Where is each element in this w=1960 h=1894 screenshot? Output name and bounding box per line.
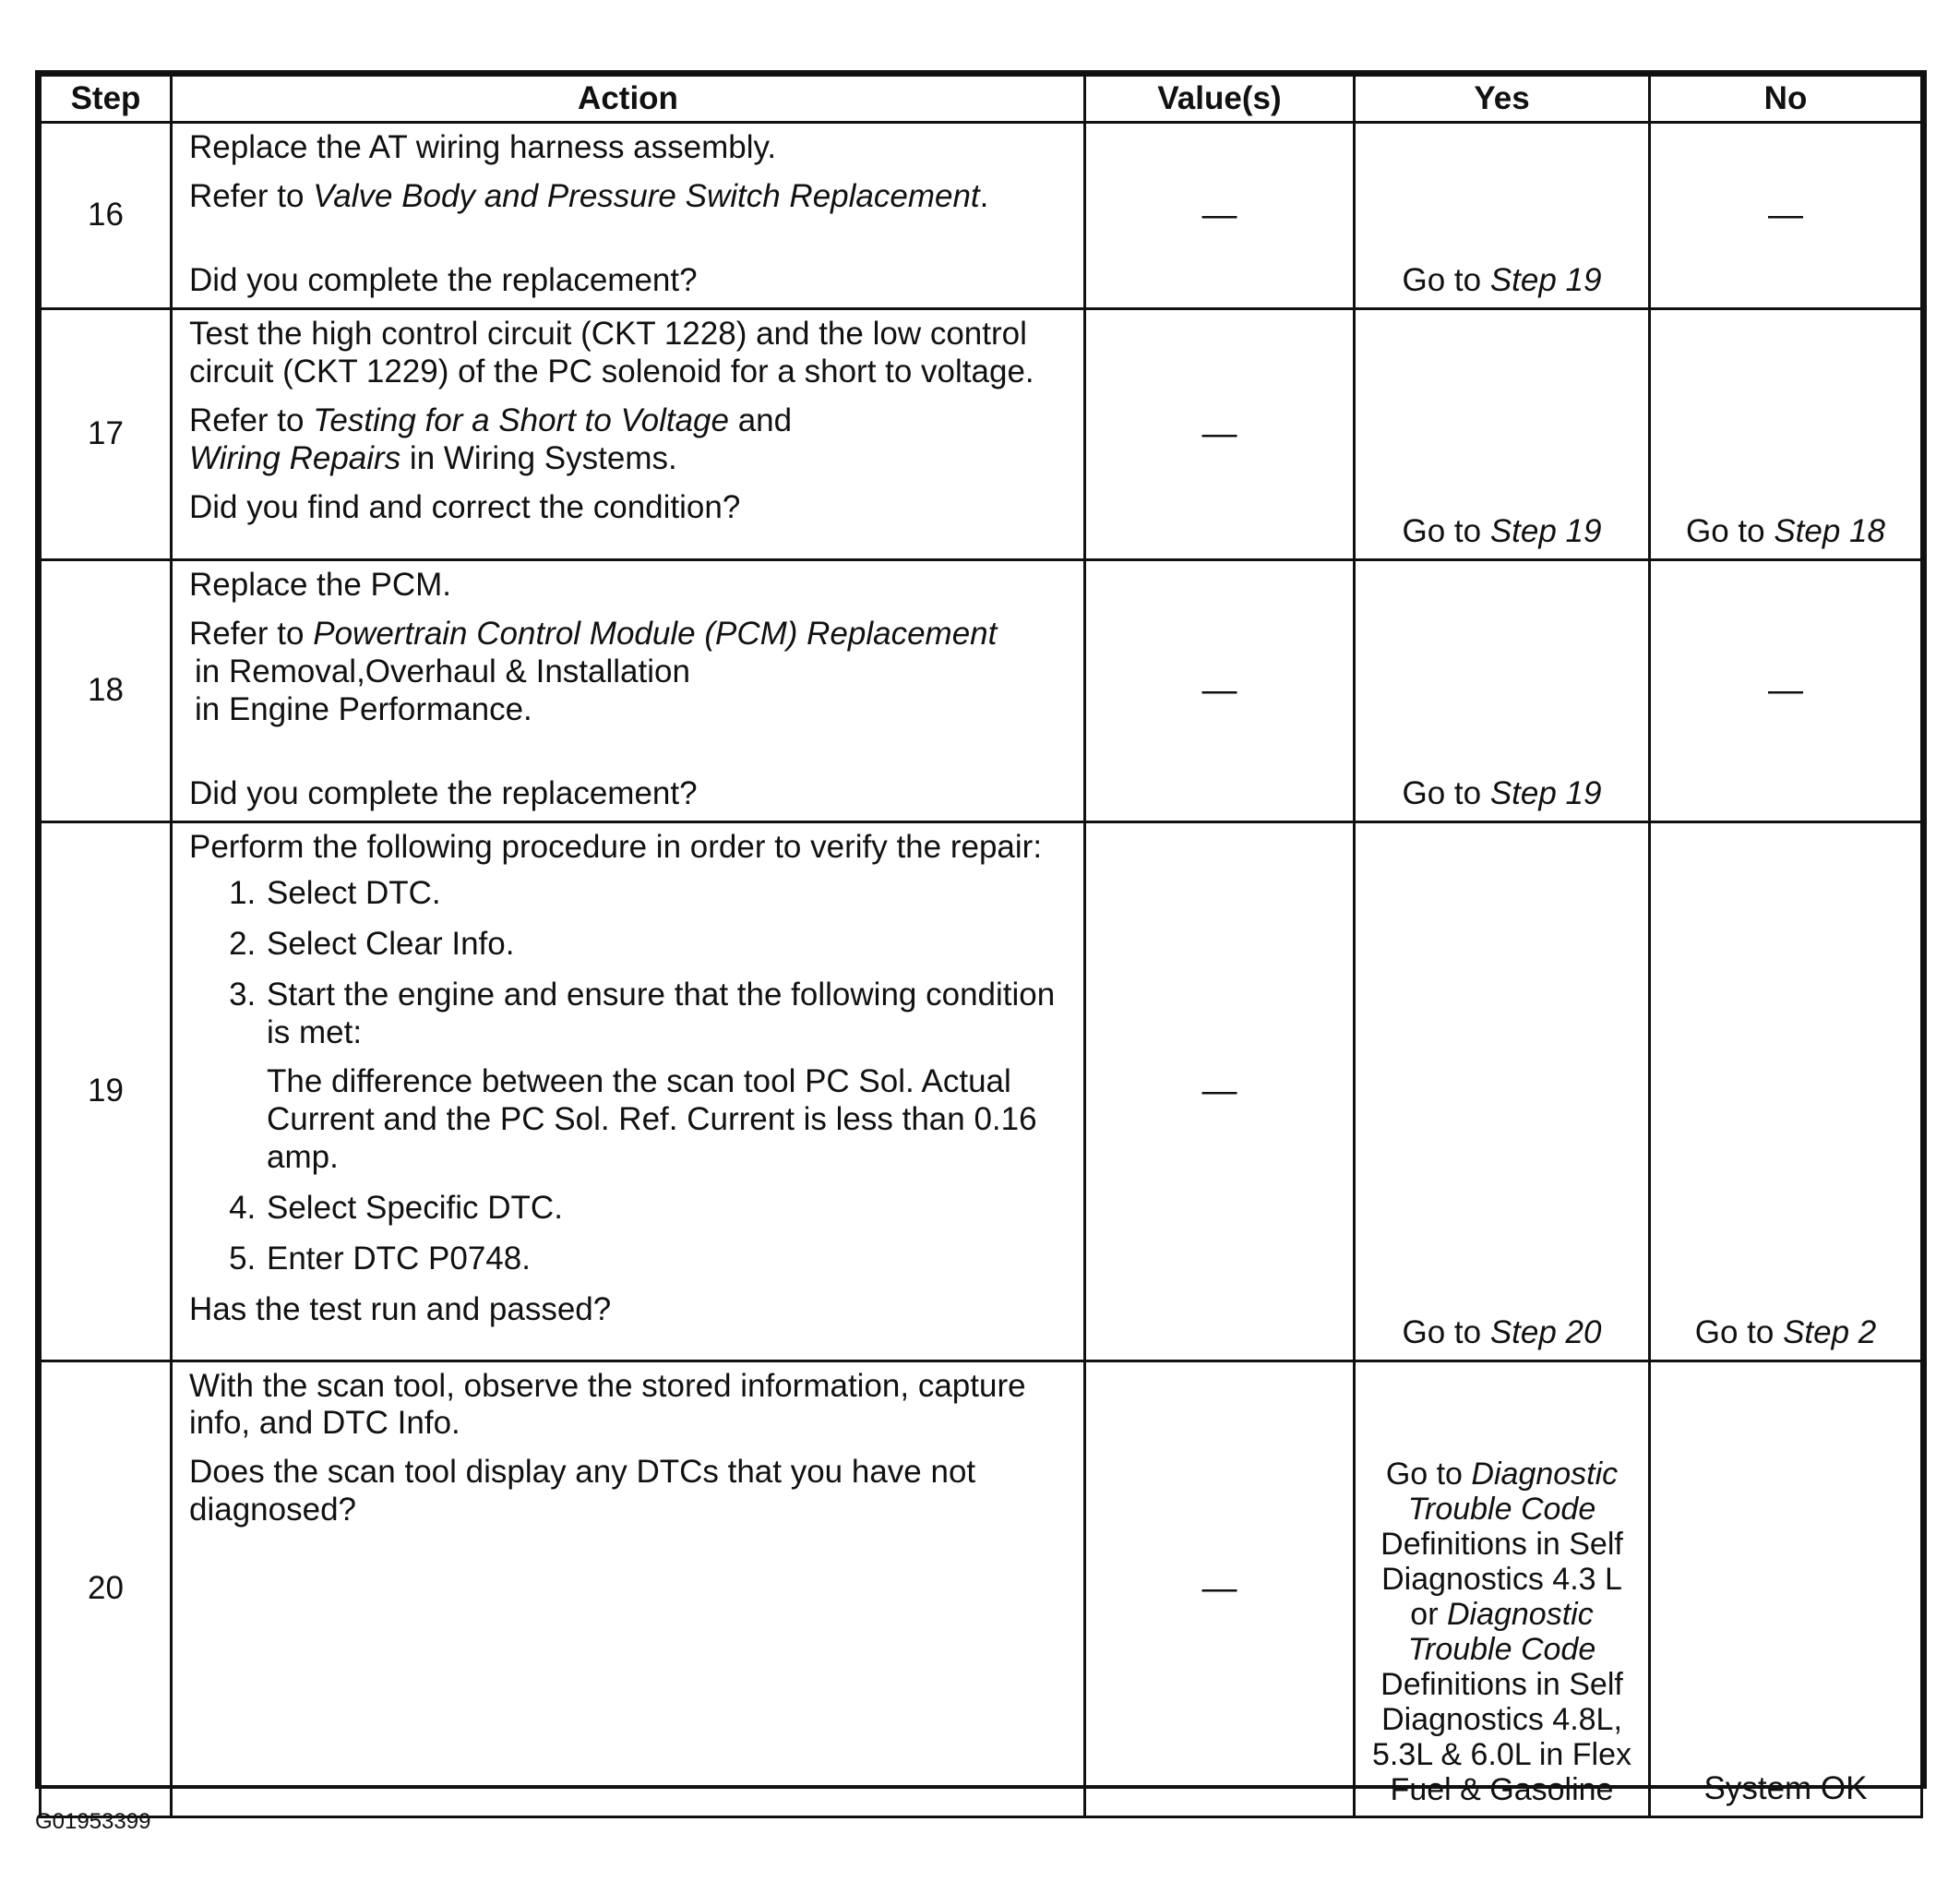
yes-cell [1355,1361,1650,1816]
question-text: Did you complete the replacement? [189,261,698,298]
list-item: 2. Select Clear Info. [265,926,1069,964]
refer-text: Refer to Powertrain Control Module (PCM) Replacement in Removal,Overhaul & Installation in Engine Performance. [189,615,998,727]
header-values: Value(s) [1085,76,1355,123]
no-cell: — [1650,123,1922,309]
list-item: 5. Enter DTC P0748. [265,1241,1069,1278]
action-text: Perform the following procedure in order to verify the repair: [189,828,1043,865]
procedure-list [189,875,1069,1277]
step-number: 16 [41,123,172,309]
diagnostic-reference: Go to Diagnostic Trouble Code Definitions in Self Diagnostics 4.3 L or Diagnostic Trouble Code Definitions in Self Diagnostics 4.8L, 5.3L & 6.0L in Flex Fuel & Gasoline [1372,1456,1631,1808]
value-cell: — [1085,123,1355,309]
table-row [41,821,1922,1361]
value-cell: — [1085,821,1355,1361]
action-text: With the scan tool, observe the stored information, capture info, and DTC Info. [189,1367,1026,1442]
diagnostic-table-frame [35,70,1927,1808]
step-number: 17 [41,308,172,559]
action-text: Test the high control circuit (CKT 1228) and the low control circuit (CKT 1229) of the PC solenoid for a short to voltage. [189,315,1034,390]
header-step: Step [41,76,172,123]
figure-id: G01953399 [35,1809,151,1834]
yes-cell: Go to Step 19 [1355,123,1650,309]
refer-link[interactable]: Testing for a Short to Voltage [313,402,729,438]
header-action: Action [172,76,1085,123]
table-row [41,1361,1922,1816]
goto-step-link[interactable]: Step 19 [1489,512,1602,549]
action-text: Replace the AT wiring harness assembly. [189,129,777,165]
no-cell: — [1650,559,1922,821]
goto-step-link[interactable]: Step 20 [1489,1313,1602,1350]
refer-link[interactable]: Valve Body and Pressure Switch Replacement [313,177,980,214]
question-text: Did you complete the replacement? [189,774,698,811]
action-text: Replace the PCM. [189,566,452,603]
yes-cell: Go to Step 20 [1355,821,1650,1361]
action-cell [172,559,1085,821]
question-text: Has the test run and passed? [189,1290,612,1327]
value-cell: — [1085,559,1355,821]
step-number: 20 [41,1361,172,1816]
step-number: 18 [41,559,172,821]
goto-step-link[interactable]: Step 19 [1489,774,1602,811]
yes-cell: Go to Step 19 [1355,308,1650,559]
goto-step-link[interactable]: Step 2 [1783,1313,1877,1350]
header-yes: Yes [1355,76,1650,123]
value-cell: — [1085,1361,1355,1816]
table-header-row [41,76,1922,123]
refer-link[interactable]: Powertrain Control Module (PCM) Replacement [313,615,998,652]
no-cell: System OK [1650,1361,1922,1816]
goto-step-link[interactable]: Step 19 [1489,261,1602,298]
refer-link[interactable]: Wiring Repairs [189,439,401,476]
action-cell [172,1361,1085,1816]
condition-note: The difference between the scan tool PC Sol. Actual Current and the PC Sol. Ref. Current is less than 0.16 amp. [267,1063,1037,1176]
diagnostic-code-link[interactable]: Diagnostic Trouble Code [1407,1597,1596,1668]
action-cell [172,821,1085,1361]
diagnostic-steps-table [39,74,1923,1818]
table-row [41,308,1922,559]
list-item: 4. Select Specific DTC. [265,1190,1069,1228]
refer-text: Refer to Testing for a Short to Voltage and Wiring Repairs in Wiring Systems. [189,402,793,476]
list-item: 3. Start the engine and ensure that the following condition is met: The difference between the scan tool PC Sol. Actual Current and the PC Sol. Ref. Current is less than 0.16 amp. [265,977,1069,1177]
refer-text: Refer to Valve Body and Pressure Switch Replacement. [189,177,989,214]
action-cell [172,123,1085,309]
list-item: 1. Select DTC. [265,875,1069,913]
yes-cell: Go to Step 19 [1355,559,1650,821]
question-text: Does the scan tool display any DTCs that you have not diagnosed? [189,1454,976,1528]
header-no: No [1650,76,1922,123]
no-cell: Go to Step 2 [1650,821,1922,1361]
value-cell: — [1085,308,1355,559]
action-cell [172,308,1085,559]
table-row [41,123,1922,309]
table-row [41,559,1922,821]
step-number: 19 [41,821,172,1361]
diagnostic-code-link[interactable]: Diagnostic Trouble Code [1407,1456,1619,1527]
goto-step-link[interactable]: Step 18 [1774,512,1885,549]
question-text: Did you find and correct the condition? [189,488,741,525]
no-cell: Go to Step 18 [1650,308,1922,559]
